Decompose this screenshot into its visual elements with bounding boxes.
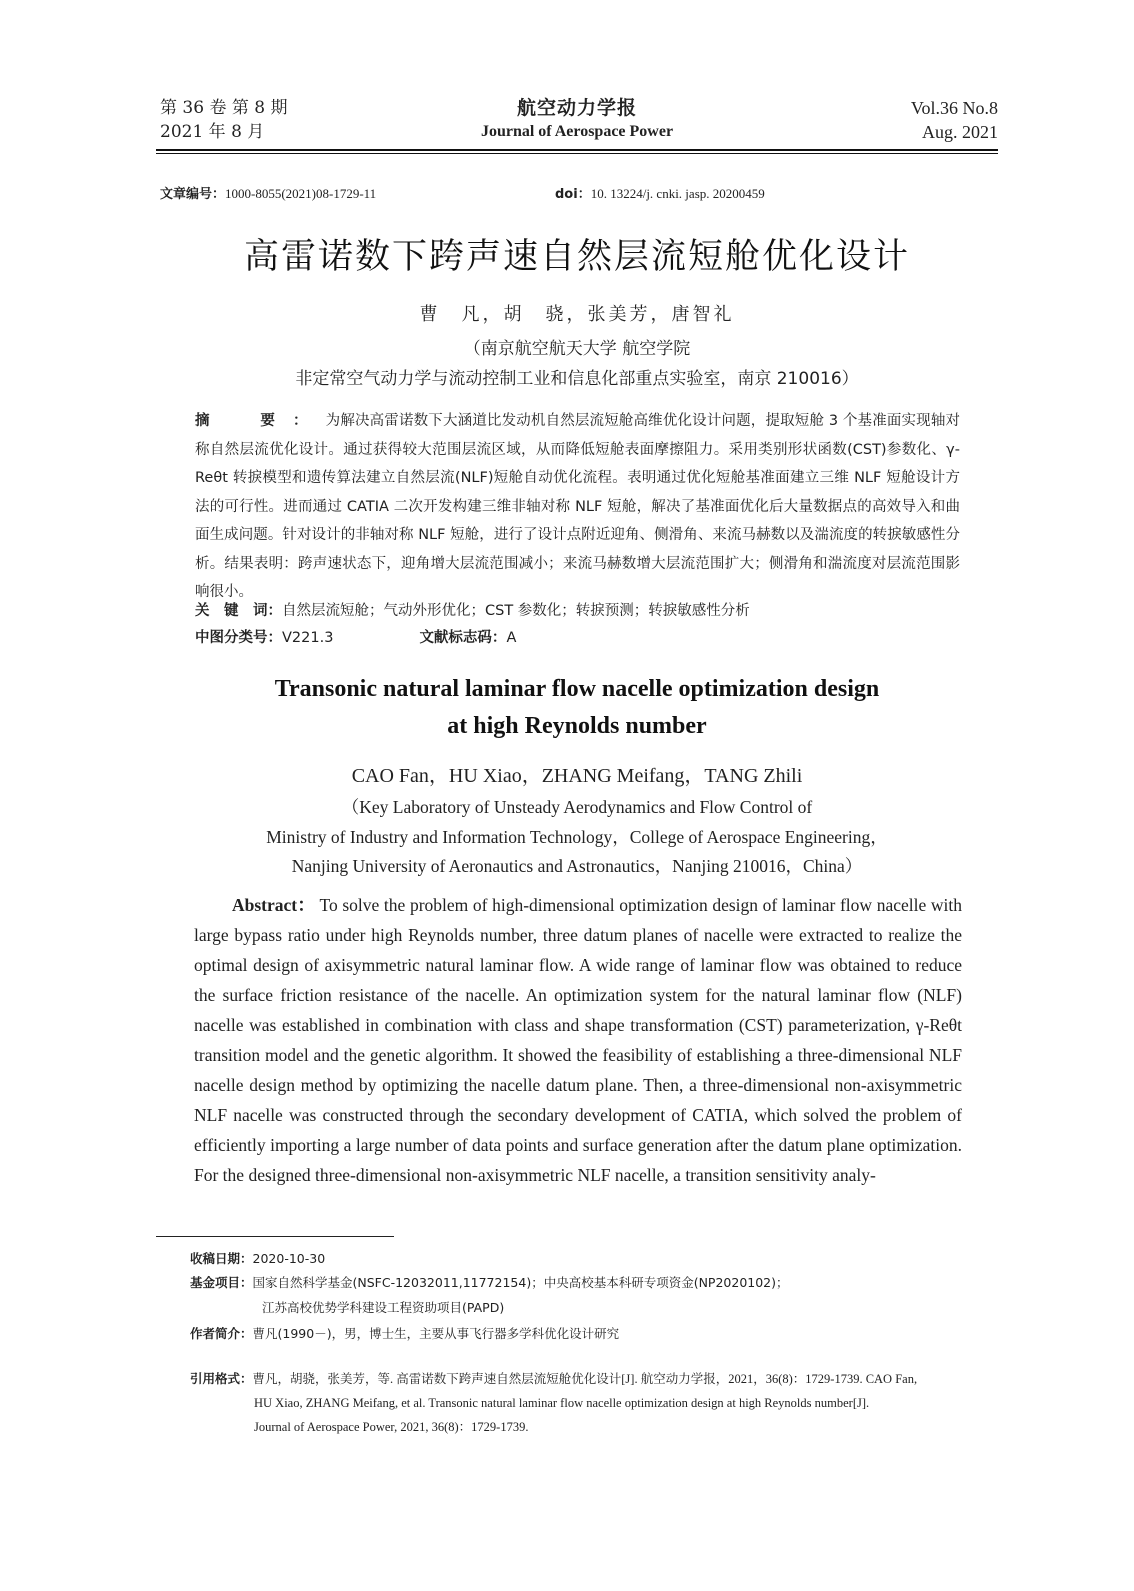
citation-line2: HU Xiao, ZHANG Meifang, et al. Transonic natural laminar flow nacelle optimization design at high Reynolds number[J]. [254,1396,870,1410]
funding-label: 基金项目： [190,1275,253,1290]
abstract-cn-label: 摘 要： [195,413,326,429]
abstract-en-label: Abstract： [232,895,316,915]
article-number-value: 1000-8055(2021)08-1729-11 [225,186,377,201]
article-number [160,183,376,202]
class-number-label: 中图分类号： [195,630,282,646]
funding-line1: 国家自然科学基金(NSFC-12032011,11772154)；中央高校基本科研专项资金(NP2020102)； [252,1275,789,1290]
doi-value: 10. 13224/j. cnki. jasp. 20200459 [590,186,765,201]
date-en: Aug. 2021 [922,122,998,142]
header-volume-en [911,96,998,144]
author-bio [190,1324,619,1342]
abstract-cn-text: 为解决高雷诺数下大涵道比发动机自然层流短舱高维优化设计问题，提取短舱 3 个基准面实现轴对称自然层流优化设计。通过获得较大范围层流区域，从而降低短舱表面摩擦阻力。采用类别形状函数(CST)参数化、γ-Reθt 转捩模型和遗传算法建立自然层流(NLF)短舱自动优化流程。表明通过优化短舱基准面建立三维 NLF 短舱设计方法的可行性。进而通过 CATIA 二次开发构建三维非轴对称 NLF 短舱，解决了基准面优化后大量数据点的高效导入和曲面生成问题。针对设计的非轴对称 NLF 短舱，进行了设计点附近迎角、侧滑角、来流马赫数以及湍流度的转捩敏感性分析。结果表明：跨声速状态下，迎角增大层流范围减小；来流马赫数增大层流范围扩大；侧滑角和湍流度对层流范围影响很小。 [195,413,961,600]
doc-code-label: 文献标志码： [419,630,507,646]
authors-cn: 曹 凡，胡 骁，张美芳，唐智礼 [419,304,735,325]
author-bio-value: 曹凡(1990－)，男，博士生，主要从事飞行器多学科优化设计研究 [252,1326,620,1341]
received-label: 收稿日期： [190,1251,253,1266]
article-number-label: 文章编号： [160,187,226,202]
funding [190,1273,789,1291]
received-value: 2020-10-30 [252,1251,326,1266]
affiliation-cn-line2: 非定常空气动力学与流动控制工业和信息化部重点实验室，南京 210016） [295,369,859,389]
abstract-en [194,890,962,1190]
citation-line3: Journal of Aerospace Power, 2021, 36(8)：1729-1739. [254,1420,529,1434]
citation-label: 引用格式： [190,1371,253,1386]
keywords-cn [195,599,750,620]
date-cn: 2021 年 8 月 [160,122,265,142]
funding-line2: 江苏高校优势学科建设工程资助项目(PAPD) [262,1300,505,1315]
author-bio-label: 作者简介： [190,1326,253,1341]
volume-issue-cn: 第 36 卷 第 8 期 [160,98,288,118]
header-rule-thick [156,149,998,151]
affiliation-en-line2: Ministry of Industry and Information Technology，College of Aerospace Engineering， [266,827,888,847]
title-en-line1: Transonic natural laminar flow nacelle optimization design [274,676,880,702]
affiliation-cn-line1: （南京航空航天大学 航空学院 [463,339,691,359]
keywords-cn-value: 自然层流短舱；气动外形优化；CST 参数化；转捩预测；转捩敏感性分析 [282,603,750,619]
header-rule-thin [156,153,998,154]
footnote-rule [156,1236,394,1237]
doc-code-value: A [506,630,517,646]
affiliation-en-line1: （Key Laboratory of Unsteady Aerodynamics and Flow Control of [341,797,813,817]
citation-format [190,1367,998,1439]
title-en-line2: at high Reynolds number [447,713,707,739]
journal-name-cn: 航空动力学报 [516,97,637,119]
class-number-value: V221.3 [282,630,334,646]
title-cn: 高雷诺数下跨声速自然层流短舱优化设计 [243,237,910,277]
received-date [190,1249,325,1267]
affiliation-en-line3: Nanjing University of Aeronautics and Astronautics，Nanjing 210016，China） [291,856,863,876]
classification-cn [195,626,516,647]
doi [555,183,765,202]
volume-issue-en: Vol.36 No.8 [910,98,998,118]
keywords-cn-label: 关 键 词： [195,603,282,619]
abstract-cn [195,407,960,607]
abstract-en-text: To solve the problem of high-dimensional optimization design of laminar flow nacelle with large bypass ratio under high Reynolds number, three datum planes of nacelle were extracted to realize the optimal design of axisymmetric natural laminar flow. A wide range of laminar flow was obtained to reduce the surface friction resistance of the nacelle. An optimization system for the natural laminar flow (NLF) nacelle was established in combination with class and shape transformation (CST) parameterization, γ-Reθt transition model and the genetic algorithm. It showed the feasibility of establishing a three-dimensional NLF nacelle design method by optimizing the nacelle datum plane. Then, a three-dimensional non-axisymmetric NLF nacelle was constructed through the secondary development of CATIA, which solved the problem of efficiently importing a large number of data points and surface generation after the datum plane optimization. For the designed three-dimensional non-axisymmetric NLF nacelle, a transition sensitivity analy- [194,895,962,1185]
journal-name-en: Journal of Aerospace Power [480,123,674,140]
authors-en: CAO Fan，HU Xiao，ZHANG Meifang，TANG Zhili [351,765,803,787]
citation-line1: 曹凡，胡骁，张美芳，等. 高雷诺数下跨声速自然层流短舱优化设计[J]. 航空动力学报，2021，36(8)：1729-1739. CAO Fan, [252,1372,918,1386]
doi-label: doi： [555,187,591,202]
